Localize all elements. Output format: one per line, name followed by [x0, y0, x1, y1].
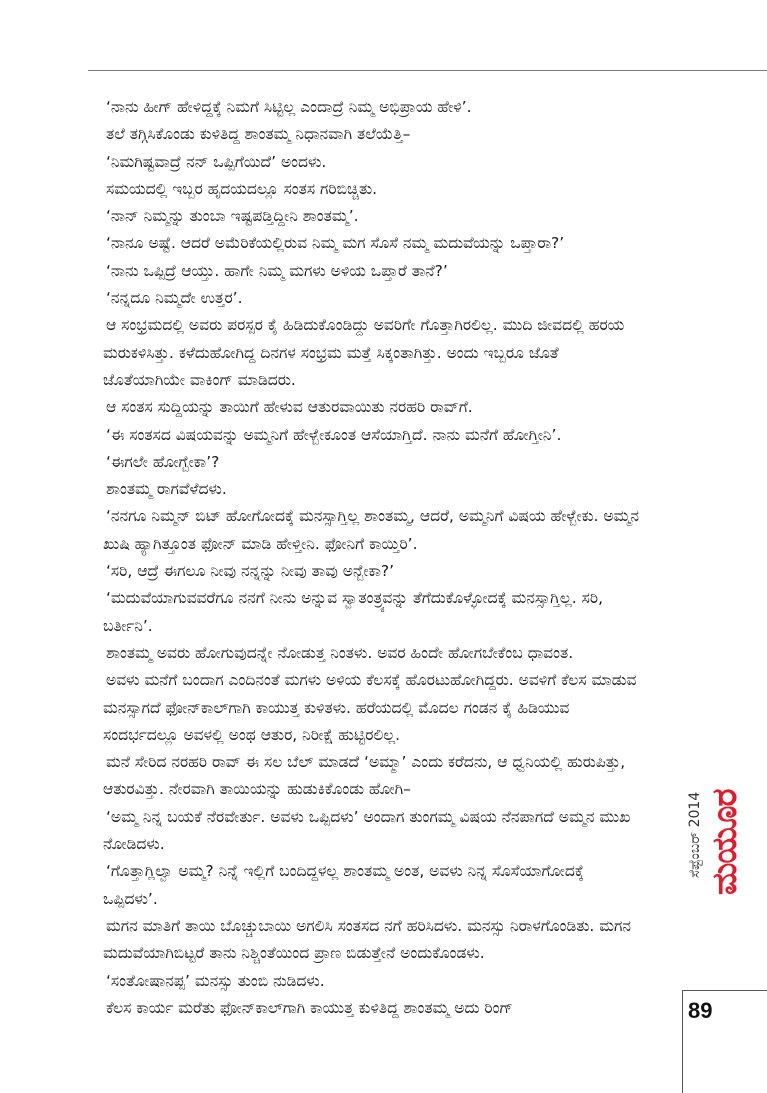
paragraph: ‘ಈ ಸಂತಸದ ವಿಷಯವನ್ನು ಅಮ್ಮನಿಗೆ ಹೇಳ್ಬೇಕೂಂತ ಆಸೆಯಾಗ್ತಿದೆ. ನಾನು ಮನೆಗೆ ಹೋಗ್ತೀನಿ’. — [106, 425, 562, 444]
paragraph: ‘ಸಂತೋಷಾನಪ್ಪ’ ಮನಸ್ಸು ತುಂಬಿ ನುಡಿದಳು. — [106, 971, 325, 990]
paragraph: ‘ನನಗೂ ನಿಮ್ಮನ್ ಬಿಟ್ ಹೋಗೋದಕ್ಕೆ ಮನಸ್ಸಾಗ್ತಿಲ್ಲ ಶಾಂತಮ್ಮ, ಆದರೆ, ಅಮ್ಮನಿಗೆ ವಿಷಯ ಹೇಳ್ಬೇಕು. ಅಮ್ಮನ ಖುಷಿ ಹ್ಯಾಗಿತ್ತೂಂತ ಫೋನ್ ಮಾಡಿ ಹೇಳ್ತೀನಿ. ಫೋನಿಗೆ ಕಾಯ್ತಿರಿ’. — [103, 507, 640, 553]
paragraph: ‘ಅಮ್ಮ ನಿನ್ನ ಬಯಕೆ ನೆರವೇರ್ತು. ಅವಳು ಒಪ್ಪಿದಳು’ ಅಂದಾಗ ತುಂಗಮ್ಮ ವಿಷಯ ನೆನಪಾಗದೆ ಅಮ್ಮನ ಮುಖ ನೋಡಿದಳು. — [103, 807, 631, 854]
paragraph: ಕೆಲಸ ಕಾರ್ಯ ಮರೆತು ಫೋನ್‌ಕಾಲ್‌ಗಾಗಿ ಕಾಯುತ್ತ ಕುಳಿತಿದ್ದ ಶಾಂತಮ್ಮ ಅದು ರಿಂಗ್ — [106, 998, 513, 1017]
story-text — [103, 94, 643, 1022]
paragraph: ‘ಗೊತ್ತಾಗ್ಲಿಲ್ವಾ ಅಮ್ಮ? ನಿನ್ನೆ ಇಲ್ಲಿಗೆ ಬಂದಿದ್ದಳಲ್ಲ ಶಾಂತಮ್ಮ ಅಂತ, ಅವಳು ನಿನ್ನ ಸೊಸೆಯಾಗೋದಕ್ಕೆ ಒಪ್ಪಿದಳು’. — [103, 862, 584, 908]
paragraph: ಅವಳು ಮನೆಗೆ ಬಂದಾಗ ಎಂದಿನಂತೆ ಮಗಳು ಅಳಿಯ ಕೆಲಸಕ್ಕೆ ಹೊರಟುಹೋಗಿದ್ದರು. ಅವಳಿಗೆ ಕೆಲಸ ಮಾಡುವ ಮನಸ್ಸಾಗದೆ ಫೋನ್‌ಕಾಲ್‌ಗಾಗಿ ಕಾಯುತ್ತ ಕುಳಿತಳು. ಹರೆಯದಲ್ಲಿ ಮೊದಲ ಗಂಡನ ಕೈ ಹಿಡಿಯುವ ಸಂದರ್ಭದಲ್ಲೂ ಅವಳಲ್ಲಿ ಅಂಥ ಆತುರ, ನಿರೀಕ್ಷೆ ಹುಟ್ಟಿರಲಿಲ್ಲ. — [103, 671, 637, 744]
footer-rule-horizontal — [682, 990, 767, 991]
paragraph: ತಲೆ ತಗ್ಗಿಸಿಕೊಂಡು ಕುಳಿತಿದ್ದ ಶಾಂತಮ್ಮ ನಿಧಾನವಾಗಿ ತಲೆಯೆತ್ತಿ– — [106, 125, 411, 144]
issue-date: ಸೆಪ್ಟೆಂಬರ್ 2014 — [687, 792, 703, 879]
paragraph: ಮನೆ ಸೇರಿದ ನರಹರಿ ರಾವ್ ಈ ಸಲ ಬೆಲ್ ಮಾಡದೆ ‘ಅಮ್ಮಾ’ ಎಂದು ಕರೆದನು, ಆ ಧ್ವನಿಯಲ್ಲಿ ಹುರುಪಿತ್ತು, ಆತುರವಿತ್ತು. ನೇರವಾಗಿ ತಾಯಿಯನ್ನು ಹುಡುಕಿಕೊಂಡು ಹೋಗಿ– — [103, 753, 626, 799]
paragraph: ‘ಈಗಲೇ ಹೋಗ್ಬೇಕಾ’? — [106, 452, 220, 471]
footer-rule-vertical — [682, 990, 683, 1093]
paragraph: ‘ಮದುವೆಯಾಗುವವರೆಗೂ ನನಗೆ ನೀನು ಅನ್ನುವ ಸ್ವಾತಂತ್ರ್ಯವನ್ನು ತೆಗೆದುಕೊಳ್ಳೋದಕ್ಕೆ ಮನಸ್ಸಾಗ್ತಿಲ್ಲ. ಸರಿ, ಬರ್ತೀನಿ’. — [103, 589, 603, 635]
paragraph: ಸಮಯದಲ್ಲಿ ಇಬ್ಬರ ಹೃದಯದಲ್ಲೂ ಸಂತಸ ಗರಿಬಿಚ್ಚಿತು. — [106, 179, 378, 198]
paragraph: ‘ನಾನು ಹೀಗ್ ಹೇಳಿದ್ದಕ್ಕೆ ನಿಮಗೆ ಸಿಟ್ಟಿಲ್ಲ ಎಂದಾದ್ರೆ ನಿಮ್ಮ ಅಭಿಪ್ರಾಯ ಹೇಳಿ’. — [106, 98, 472, 116]
paragraph: ‘ನನ್ನದೂ ನಿಮ್ಮದೇ ಉತ್ತರ’. — [106, 289, 243, 308]
paragraph: ಶಾಂತಮ್ಮ ರಾಗವೆಳೆದಳು. — [106, 480, 227, 499]
page-number: 89 — [688, 998, 713, 1023]
paragraph: ‘ನಾನು ಒಪ್ಪಿದ್ರೆ ಆಯ್ತು. ಹಾಗೇ ನಿಮ್ಮ ಮಗಳು ಅಳಿಯ ಒಪ್ತಾರೆ ತಾನೆ?’ — [106, 261, 448, 280]
paragraph: ಮಗನ ಮಾತಿಗೆ ತಾಯಿ ಬೊಚ್ಚುಬಾಯಿ ಅಗಲಿಸಿ ಸಂತಸದ ನಗೆ ಹರಿಸಿದಳು. ಮನಸ್ಸು ನಿರಾಳಗೊಂಡಿತು. ಮಗನ ಮದುವೆಯಾಗಿಬಿಟ್ಟರೆ ತಾನು ನಿಶ್ಚಿಂತೆಯಿಂದ ಪ್ರಾಣ ಬಿಡುತ್ತೇನೆ ಅಂದುಕೊಂಡಳು. — [103, 916, 632, 963]
magazine-logo: ಮಯೂರ — [705, 790, 745, 896]
paragraph: ಆ ಸಂತಸ ಸುದ್ದಿಯನ್ನು ತಾಯಿಗೆ ಹೇಳುವ ಆತುರವಾಯಿತು ನರಹರಿ ರಾವ್‌ಗೆ. — [106, 398, 473, 417]
paragraph: ‘ನಾನ್ ನಿಮ್ಮನ್ನು ತುಂಬಾ ಇಷ್ಟಪಡ್ತಿದ್ದೀನಿ ಶಾಂತಮ್ಮ’. — [106, 207, 359, 226]
paragraph: ‘ಸರಿ, ಆದ್ರೆ ಈಗಲೂ ನೀವು ನನ್ನನ್ನು ನೀವು ತಾವು ಅನ್ಬೇಕಾ?’ — [106, 562, 395, 581]
header-rule — [88, 70, 767, 71]
paragraph: ಶಾಂತಮ್ಮ ಅವರು ಹೋಗುವುದನ್ನೇ ನೋಡುತ್ತ ನಿಂತಳು. ಅವರ ಹಿಂದೇ ಹೋಗಬೇಕೆಂಬ ಧಾವಂತ. — [106, 643, 574, 662]
paragraph: ‘ನಿಮಗಿಷ್ಟವಾದ್ರೆ ನನ್ ಒಪ್ಪಿಗೆಯಿದೆ’ ಅಂದಳು. — [106, 152, 327, 171]
paragraph: ‘ನಾನೂ ಅಷ್ಟೆ. ಆದರೆ ಅಮೆರಿಕೆಯಲ್ಲಿರುವ ನಿಮ್ಮ ಮಗ ಸೊಸೆ ನಮ್ಮ ಮದುವೆಯನ್ನು ಒಪ್ತಾರಾ?’ — [106, 234, 565, 253]
paragraph: ಆ ಸಂಭ್ರಮದಲ್ಲಿ ಅವರು ಪರಸ್ಪರ ಕೈ ಹಿಡಿದುಕೊಂಡಿದ್ದು ಅವರಿಗೇ ಗೊತ್ತಾಗಿರಲಿಲ್ಲ. ಮುದಿ ಜೀವದಲ್ಲಿ ಹರಯ ಮರುಕಳಿಸಿತ್ತು. ಕಳೆದುಹೋಗಿದ್ದ ದಿನಗಳ ಸಂಭ್ರಮ ಮತ್ತೆ ಸಿಕ್ಕಂತಾಗಿತ್ತು. ಅಂದು ಇಬ್ಬರೂ ಜೊತೆ ಜೊತೆಯಾಗಿಯೇ ವಾಕಿಂಗ್ ಮಾಡಿದರು. — [103, 316, 625, 389]
